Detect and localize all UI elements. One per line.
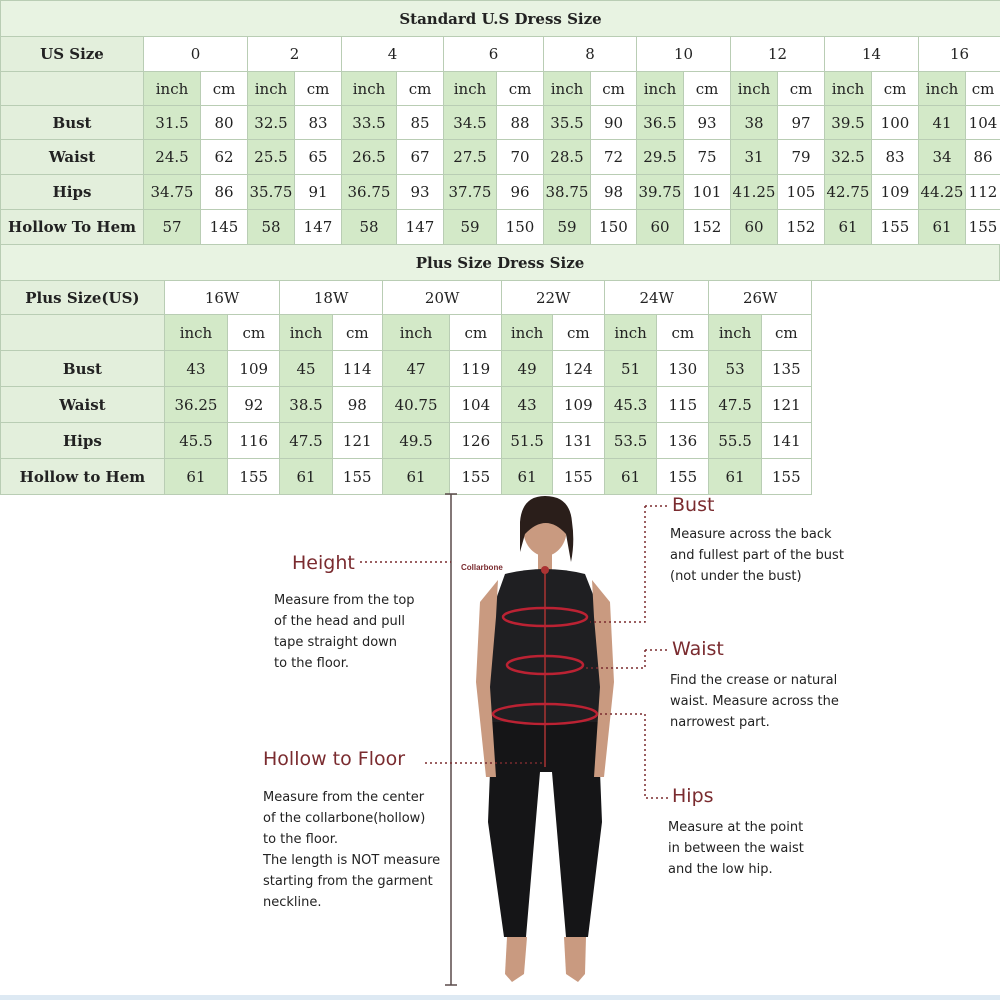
hips-line-3: and the low hip. <box>668 862 773 877</box>
table-cell: 67 <box>397 140 444 175</box>
table-cell: 47 <box>382 351 449 387</box>
table-cell: 121 <box>761 387 811 423</box>
table-cell: 41 <box>919 106 966 140</box>
table-cell: 32.5 <box>825 140 872 175</box>
table-cell: 53.5 <box>604 423 656 459</box>
table-cell: 58 <box>248 210 295 245</box>
table-cell: 79 <box>778 140 825 175</box>
table-cell: 41.25 <box>731 175 778 210</box>
table-cell: 44.25 <box>919 175 966 210</box>
height-label <box>292 552 355 574</box>
table-cell: 32.5 <box>248 106 295 140</box>
table-cell: 72 <box>591 140 637 175</box>
unit-cm: cm <box>228 315 280 351</box>
table-row <box>1 106 1000 140</box>
table-cell: 150 <box>591 210 637 245</box>
table-cell: 147 <box>397 210 444 245</box>
hollow-title: Hollow to Floor <box>263 748 406 770</box>
table-cell: 59 <box>544 210 591 245</box>
unit-cm: cm <box>332 315 382 351</box>
trailing-blank <box>811 459 999 495</box>
table-row <box>1 175 1000 210</box>
table-cell: 34.5 <box>444 106 497 140</box>
table-cell: 61 <box>164 459 227 495</box>
table-cell: 65 <box>295 140 342 175</box>
table-cell: 28.5 <box>544 140 591 175</box>
trailing-blank <box>811 351 999 387</box>
hips-title: Hips <box>672 785 714 807</box>
table-cell: 88 <box>497 106 544 140</box>
table-cell: 150 <box>497 210 544 245</box>
table-cell: 83 <box>872 140 919 175</box>
table-cell: 61 <box>382 459 449 495</box>
table-cell: 92 <box>228 387 280 423</box>
table-cell: 62 <box>201 140 248 175</box>
table-cell: 61 <box>825 210 872 245</box>
table-row <box>1 210 1000 245</box>
unit-cm: cm <box>657 315 709 351</box>
hollow-line-6: neckline. <box>263 895 322 910</box>
waist-line-1: Find the crease or natural <box>670 673 838 688</box>
table-cell: 45.5 <box>164 423 227 459</box>
hollow-label <box>263 748 405 770</box>
size-header: 18W <box>280 281 383 315</box>
table-cell: 80 <box>201 106 248 140</box>
table-cell: 100 <box>872 106 919 140</box>
table-cell: 31 <box>731 140 778 175</box>
hips-description <box>668 817 804 880</box>
table-cell: 85 <box>397 106 444 140</box>
table-cell: 45 <box>280 351 332 387</box>
hips-label <box>672 785 714 807</box>
unit-inch: inch <box>144 72 201 106</box>
unit-inch: inch <box>444 72 497 106</box>
table-cell: 61 <box>919 210 966 245</box>
hips-line-2: in between the waist <box>668 841 804 856</box>
hollow-line-3: to the floor. <box>263 832 339 847</box>
trailing-blank <box>811 315 999 351</box>
unit-cm: cm <box>497 72 544 106</box>
waist-label <box>672 638 724 660</box>
hollow-line-4: The length is NOT measure <box>263 853 441 868</box>
table-cell: 29.5 <box>637 140 684 175</box>
table-cell: 49.5 <box>382 423 449 459</box>
table-cell: 115 <box>657 387 709 423</box>
standard-table-title: Standard U.S Dress Size <box>1 1 1000 37</box>
plus-size-header: Plus Size(US) <box>1 281 165 315</box>
height-line-2: of the head and pull <box>274 614 406 629</box>
table-cell: 97 <box>778 106 825 140</box>
table-cell: 43 <box>502 387 552 423</box>
table-cell: 43 <box>164 351 227 387</box>
table-cell: 155 <box>552 459 604 495</box>
table-cell: 38.5 <box>280 387 332 423</box>
waist-title: Waist <box>672 638 724 660</box>
size-header: 8 <box>544 37 637 72</box>
table-cell: 136 <box>657 423 709 459</box>
table-cell: 47.5 <box>709 387 761 423</box>
unit-cm: cm <box>761 315 811 351</box>
height-description <box>274 590 415 674</box>
table-cell: 75 <box>684 140 731 175</box>
unit-row-blank <box>1 72 144 106</box>
size-header: 12 <box>731 37 825 72</box>
height-title: Height <box>292 552 355 574</box>
measurement-guide <box>0 492 1000 995</box>
row-label: Waist <box>1 387 165 423</box>
bottom-divider <box>0 995 1000 1000</box>
table-cell: 105 <box>778 175 825 210</box>
row-label: Hollow to Hem <box>1 459 165 495</box>
unit-inch: inch <box>280 315 332 351</box>
row-label: Bust <box>1 351 165 387</box>
table-cell: 70 <box>497 140 544 175</box>
table-cell: 141 <box>761 423 811 459</box>
table-cell: 109 <box>552 387 604 423</box>
size-header: 20W <box>382 281 502 315</box>
table-row <box>1 459 1000 495</box>
hollow-description <box>263 787 440 913</box>
bust-label <box>672 494 714 516</box>
table-cell: 112 <box>966 175 1000 210</box>
table-cell: 39.5 <box>825 106 872 140</box>
table-cell: 61 <box>502 459 552 495</box>
table-cell: 135 <box>761 351 811 387</box>
bust-line-1: Measure across the back <box>670 527 832 542</box>
table-row <box>1 140 1000 175</box>
table-cell: 145 <box>201 210 248 245</box>
table-cell: 96 <box>497 175 544 210</box>
table-cell: 131 <box>552 423 604 459</box>
row-label: Hollow To Hem <box>1 210 144 245</box>
table-cell: 93 <box>397 175 444 210</box>
table-cell: 109 <box>872 175 919 210</box>
table-cell: 121 <box>332 423 382 459</box>
unit-inch: inch <box>604 315 656 351</box>
unit-cm: cm <box>684 72 731 106</box>
table-row <box>1 423 1000 459</box>
us-size-header: US Size <box>1 37 144 72</box>
unit-cm: cm <box>450 315 502 351</box>
trailing-blank <box>811 423 999 459</box>
table-cell: 38 <box>731 106 778 140</box>
table-cell: 36.25 <box>164 387 227 423</box>
unit-inch: inch <box>382 315 449 351</box>
plus-size-table <box>0 244 1000 495</box>
unit-cm: cm <box>295 72 342 106</box>
size-header: 4 <box>342 37 444 72</box>
unit-inch: inch <box>919 72 966 106</box>
unit-inch: inch <box>248 72 295 106</box>
table-cell: 55.5 <box>709 423 761 459</box>
plus-table-title: Plus Size Dress Size <box>1 245 1000 281</box>
table-cell: 104 <box>450 387 502 423</box>
size-header: 24W <box>604 281 709 315</box>
table-cell: 35.5 <box>544 106 591 140</box>
table-cell: 116 <box>228 423 280 459</box>
bust-line-2: and fullest part of the bust <box>670 548 844 563</box>
table-cell: 90 <box>591 106 637 140</box>
waist-line-2: waist. Measure across the <box>670 694 839 709</box>
table-cell: 40.75 <box>382 387 449 423</box>
table-cell: 34.75 <box>144 175 201 210</box>
table-cell: 155 <box>332 459 382 495</box>
bust-description <box>670 524 844 587</box>
bust-line-3: (not under the bust) <box>670 569 802 584</box>
table-cell: 45.3 <box>604 387 656 423</box>
table-cell: 98 <box>591 175 637 210</box>
table-cell: 61 <box>604 459 656 495</box>
table-cell: 27.5 <box>444 140 497 175</box>
size-header: 10 <box>637 37 731 72</box>
unit-row-blank <box>1 315 165 351</box>
table-cell: 83 <box>295 106 342 140</box>
table-cell: 61 <box>280 459 332 495</box>
table-cell: 101 <box>684 175 731 210</box>
unit-cm: cm <box>778 72 825 106</box>
waist-line-3: narrowest part. <box>670 715 770 730</box>
size-header: 16W <box>164 281 280 315</box>
table-cell: 155 <box>450 459 502 495</box>
hollow-line-5: starting from the garment <box>263 874 433 889</box>
table-cell: 49 <box>502 351 552 387</box>
unit-cm: cm <box>397 72 444 106</box>
table-cell: 86 <box>201 175 248 210</box>
unit-inch: inch <box>342 72 397 106</box>
size-header: 6 <box>444 37 544 72</box>
table-cell: 104 <box>966 106 1000 140</box>
table-cell: 155 <box>657 459 709 495</box>
table-cell: 36.5 <box>637 106 684 140</box>
unit-inch: inch <box>637 72 684 106</box>
table-cell: 155 <box>228 459 280 495</box>
unit-cm: cm <box>872 72 919 106</box>
size-header: 22W <box>502 281 605 315</box>
table-cell: 47.5 <box>280 423 332 459</box>
table-cell: 42.75 <box>825 175 872 210</box>
table-cell: 57 <box>144 210 201 245</box>
table-cell: 24.5 <box>144 140 201 175</box>
unit-inch: inch <box>825 72 872 106</box>
standard-size-table <box>0 0 1000 245</box>
table-cell: 126 <box>450 423 502 459</box>
table-cell: 31.5 <box>144 106 201 140</box>
trailing-blank <box>811 281 999 315</box>
waist-description <box>670 670 839 733</box>
table-cell: 26.5 <box>342 140 397 175</box>
height-line-4: to the floor. <box>274 656 350 671</box>
hips-line-1: Measure at the point <box>668 820 804 835</box>
size-header: 0 <box>144 37 248 72</box>
table-cell: 130 <box>657 351 709 387</box>
table-row <box>1 387 1000 423</box>
table-cell: 155 <box>966 210 1000 245</box>
table-cell: 38.75 <box>544 175 591 210</box>
table-cell: 33.5 <box>342 106 397 140</box>
collarbone-label: Collarbone <box>461 563 503 572</box>
unit-cm: cm <box>552 315 604 351</box>
unit-cm: cm <box>591 72 637 106</box>
table-cell: 34 <box>919 140 966 175</box>
table-row <box>1 351 1000 387</box>
size-header: 16 <box>919 37 1000 72</box>
unit-inch: inch <box>709 315 761 351</box>
row-label: Waist <box>1 140 144 175</box>
table-cell: 119 <box>450 351 502 387</box>
table-cell: 58 <box>342 210 397 245</box>
hollow-line-2: of the collarbone(hollow) <box>263 811 426 826</box>
table-cell: 147 <box>295 210 342 245</box>
table-cell: 51 <box>604 351 656 387</box>
table-cell: 86 <box>966 140 1000 175</box>
table-cell: 155 <box>872 210 919 245</box>
row-label: Bust <box>1 106 144 140</box>
unit-cm: cm <box>201 72 248 106</box>
table-cell: 37.75 <box>444 175 497 210</box>
table-cell: 114 <box>332 351 382 387</box>
size-header: 14 <box>825 37 919 72</box>
table-cell: 152 <box>778 210 825 245</box>
bust-title: Bust <box>672 494 715 516</box>
row-label: Hips <box>1 175 144 210</box>
row-label: Hips <box>1 423 165 459</box>
size-header: 2 <box>248 37 342 72</box>
table-cell: 36.75 <box>342 175 397 210</box>
table-cell: 98 <box>332 387 382 423</box>
table-cell: 60 <box>731 210 778 245</box>
unit-inch: inch <box>731 72 778 106</box>
table-cell: 59 <box>444 210 497 245</box>
unit-cm: cm <box>966 72 1000 106</box>
table-cell: 109 <box>228 351 280 387</box>
table-cell: 35.75 <box>248 175 295 210</box>
table-cell: 25.5 <box>248 140 295 175</box>
table-cell: 39.75 <box>637 175 684 210</box>
size-header: 26W <box>709 281 812 315</box>
table-cell: 53 <box>709 351 761 387</box>
table-cell: 51.5 <box>502 423 552 459</box>
unit-inch: inch <box>502 315 552 351</box>
table-cell: 60 <box>637 210 684 245</box>
table-cell: 152 <box>684 210 731 245</box>
table-cell: 61 <box>709 459 761 495</box>
height-line-1: Measure from the top <box>274 593 415 608</box>
table-cell: 155 <box>761 459 811 495</box>
unit-inch: inch <box>544 72 591 106</box>
trailing-blank <box>811 387 999 423</box>
table-cell: 124 <box>552 351 604 387</box>
table-cell: 91 <box>295 175 342 210</box>
height-line-3: tape straight down <box>274 635 398 650</box>
table-cell: 93 <box>684 106 731 140</box>
unit-inch: inch <box>164 315 227 351</box>
hollow-line-1: Measure from the center <box>263 790 425 805</box>
